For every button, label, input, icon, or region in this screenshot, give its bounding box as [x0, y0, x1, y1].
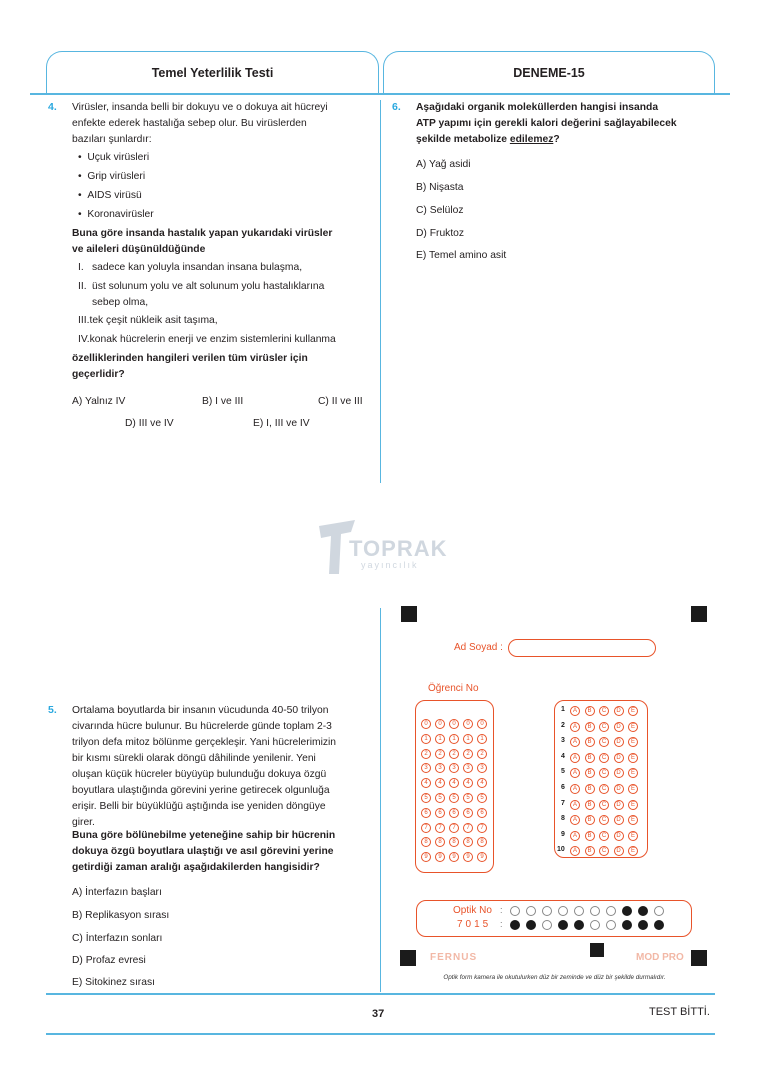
student-no-bubble[interactable]: 6 — [421, 808, 431, 818]
list-item: • AIDS virüsü — [78, 190, 142, 201]
list-item: • Koronavirüsler — [78, 209, 154, 220]
answer-bubble[interactable]: E — [628, 768, 638, 778]
answer-bubble[interactable]: B — [585, 768, 595, 778]
q5-option-b[interactable]: B) Replikasyon sırası — [72, 910, 170, 921]
answer-row-number: 5 — [561, 768, 565, 776]
column-divider-top — [380, 100, 381, 483]
optik-bubble[interactable] — [590, 906, 600, 916]
answer-bubble[interactable]: B — [585, 753, 595, 763]
student-no-bubble[interactable]: 0 — [449, 719, 459, 729]
center-marker — [590, 943, 604, 957]
q5-option-c[interactable]: C) İnterfazın sonları — [72, 933, 163, 944]
answer-bubble[interactable]: C — [599, 722, 609, 732]
student-no-bubble[interactable]: 4 — [463, 778, 473, 788]
student-no-bubble[interactable]: 5 — [435, 793, 445, 803]
student-no-bubble[interactable]: 7 — [421, 823, 431, 833]
answer-bubble[interactable]: A — [570, 846, 580, 856]
answer-row-number: 10 — [557, 846, 565, 854]
student-no-bubble[interactable]: 1 — [435, 734, 445, 744]
q4-option-c[interactable]: C) II ve III — [318, 396, 363, 407]
q6-option-a[interactable]: A) Yağ asidi — [416, 159, 471, 170]
answer-bubble[interactable]: E — [628, 846, 638, 856]
answer-bubble[interactable]: A — [570, 722, 580, 732]
answer-bubble[interactable]: D — [614, 846, 624, 856]
student-no-bubble[interactable]: 7 — [435, 823, 445, 833]
student-no-bubble[interactable]: 3 — [477, 763, 487, 773]
answer-bubble[interactable]: C — [599, 768, 609, 778]
optik-bubble[interactable] — [606, 906, 616, 916]
watermark-logo — [315, 518, 465, 578]
student-no-bubble[interactable]: 5 — [463, 793, 473, 803]
optik-no-label: Optik No — [453, 905, 492, 916]
q5-option-a[interactable]: A) İnterfazın başları — [72, 887, 162, 898]
answer-bubble[interactable]: A — [570, 706, 580, 716]
answer-bubble[interactable]: B — [585, 784, 595, 794]
question-4-intro: Virüsler, insanda belli bir dokuyu ve o dokuya ait hücreyi enfekte ederek hastalığa sebep olur. Bu virüslerden bazıları şunlardır: — [72, 102, 328, 145]
student-no-bubble[interactable]: 6 — [435, 808, 445, 818]
optik-bubble[interactable] — [542, 920, 552, 930]
student-no-bubble[interactable]: 6 — [449, 808, 459, 818]
optik-bubble[interactable] — [606, 920, 616, 930]
student-no-bubble[interactable]: 3 — [421, 763, 431, 773]
student-no-bubble[interactable]: 1 — [449, 734, 459, 744]
answer-bubble[interactable]: A — [570, 753, 580, 763]
question-4-question: özelliklerinden hangileri verilen tüm virüsler için geçerlidir? — [72, 353, 308, 380]
answer-bubble[interactable]: D — [614, 737, 624, 747]
optik-bubble[interactable] — [510, 920, 520, 930]
question-4-stem: Buna göre insanda hastalık yapan yukarıdaki virüsler ve aileleri düşünüldüğünde — [72, 228, 333, 255]
answer-bubble[interactable]: A — [570, 815, 580, 825]
corner-marker — [691, 950, 707, 966]
answer-bubble[interactable]: C — [599, 815, 609, 825]
student-no-bubble[interactable]: 5 — [477, 793, 487, 803]
corner-marker — [400, 950, 416, 966]
test-end-text: TEST BİTTİ. — [649, 1006, 710, 1018]
student-no-bubble[interactable]: 8 — [435, 837, 445, 847]
optik-bubble[interactable] — [622, 920, 632, 930]
answer-bubble[interactable]: E — [628, 831, 638, 841]
optik-bubble[interactable] — [574, 906, 584, 916]
optik-no-digits: 7015 — [457, 919, 492, 930]
statement-4: IV.konak hücrelerin enerji ve enzim sistemlerini kullanma — [78, 334, 336, 345]
answer-bubble[interactable]: B — [585, 831, 595, 841]
answer-bubble[interactable]: D — [614, 784, 624, 794]
student-no-bubble[interactable]: 4 — [421, 778, 431, 788]
statement-1: I. sadece kan yoluyla insandan insana bulaşma, — [78, 262, 303, 273]
optik-bubble[interactable] — [638, 906, 648, 916]
answer-bubble[interactable]: B — [585, 815, 595, 825]
emphasis-word: edilemez — [509, 134, 554, 145]
student-no-bubble[interactable]: 7 — [449, 823, 459, 833]
student-no-bubble[interactable]: 8 — [421, 837, 431, 847]
q6-option-c[interactable]: C) Selüloz — [416, 205, 464, 216]
question-5-number: 5. — [48, 704, 57, 716]
statement-2: II. üst solunum yolu ve alt solunum yolu hastalıklarına sebep olma, — [78, 281, 325, 308]
answer-bubble[interactable]: D — [614, 768, 624, 778]
optik-bubble[interactable] — [542, 906, 552, 916]
statement-3: III.tek çeşit nükleik asit taşıma, — [78, 315, 218, 326]
student-no-bubble[interactable]: 3 — [463, 763, 473, 773]
answer-bubble[interactable]: A — [570, 800, 580, 810]
answer-bubble[interactable]: C — [599, 706, 609, 716]
answer-bubble[interactable]: D — [614, 706, 624, 716]
student-no-bubble[interactable]: 9 — [449, 852, 459, 862]
answer-bubble[interactable]: A — [570, 831, 580, 841]
q5-option-d[interactable]: D) Profaz evresi — [72, 955, 146, 966]
answer-bubble[interactable]: E — [628, 800, 638, 810]
student-no-bubble[interactable]: 1 — [421, 734, 431, 744]
answer-row-number: 7 — [561, 799, 565, 807]
answer-bubble[interactable]: B — [585, 800, 595, 810]
answer-bubble[interactable]: D — [614, 800, 624, 810]
student-no-bubble[interactable]: 0 — [421, 719, 431, 729]
q4-option-e[interactable]: E) I, III ve IV — [253, 418, 310, 429]
answer-bubble[interactable]: A — [570, 737, 580, 747]
optik-bubble[interactable] — [558, 920, 568, 930]
optik-bubble[interactable] — [654, 906, 664, 916]
student-no-bubble[interactable]: 8 — [449, 837, 459, 847]
answer-row-number: 8 — [561, 815, 565, 823]
corner-marker — [691, 606, 707, 622]
student-no-bubble[interactable]: 2 — [435, 749, 445, 759]
name-label: Ad Soyad : — [454, 642, 503, 653]
optik-bubble[interactable] — [622, 906, 632, 916]
answer-bubble[interactable]: A — [570, 768, 580, 778]
optik-bubble[interactable] — [590, 920, 600, 930]
exam-title: DENEME-15 — [513, 66, 585, 80]
student-no-bubble[interactable]: 8 — [477, 837, 487, 847]
student-no-bubble[interactable]: 8 — [463, 837, 473, 847]
answer-bubble[interactable]: E — [628, 722, 638, 732]
list-item: • Uçuk virüsleri — [78, 152, 150, 163]
student-no-bubble[interactable]: 7 — [477, 823, 487, 833]
answer-bubble[interactable]: C — [599, 800, 609, 810]
q6-option-b[interactable]: B) Nişasta — [416, 182, 464, 193]
answer-bubble[interactable]: E — [628, 815, 638, 825]
header-baseline — [30, 93, 730, 95]
footer-bottom-line — [46, 1033, 715, 1035]
list-item: • Grip virüsleri — [78, 171, 146, 182]
answer-bubble[interactable]: B — [585, 706, 595, 716]
optik-colon-1: : — [500, 905, 503, 915]
student-no-bubble[interactable]: 2 — [421, 749, 431, 759]
optik-bubble[interactable] — [526, 906, 536, 916]
student-no-bubble[interactable]: 4 — [435, 778, 445, 788]
student-no-bubble[interactable]: 6 — [463, 808, 473, 818]
answer-row-number: 2 — [561, 721, 565, 729]
q6-option-d[interactable]: D) Fruktoz — [416, 228, 465, 239]
answer-bubble[interactable]: E — [628, 737, 638, 747]
student-no-bubble[interactable]: 3 — [449, 763, 459, 773]
q4-option-b[interactable]: B) I ve III — [202, 396, 244, 407]
student-no-bubble[interactable]: 3 — [435, 763, 445, 773]
corner-marker — [401, 606, 417, 622]
answer-bubble[interactable]: E — [628, 753, 638, 763]
student-no-bubble[interactable]: 2 — [449, 749, 459, 759]
student-no-bubble[interactable]: 4 — [449, 778, 459, 788]
student-no-bubble[interactable]: 2 — [463, 749, 473, 759]
question-5-intro: Ortalama boyutlarda bir insanın vücudunda 40-50 trilyon civarında hücre bulunur. Bu hücrelerde günde toplam 2-3 trilyon defa mitoz bölünme gerçekleşir. Yani hücrelerimizin bir kısmı sürekli olarak döngü dâhilinde yenilenir. Yeni oluşan küçük hücreler büyüyüp bulunduğu dokuya özgü boyutlara ulaştığında görevini yerine getirecek olgunluğa erişir. Belli bir büyüklüğü aştığında ise yeniden döngüye girer. — [72, 705, 337, 828]
student-no-bubble[interactable]: 5 — [449, 793, 459, 803]
column-divider-bottom — [380, 608, 381, 992]
answer-bubble[interactable]: E — [628, 784, 638, 794]
test-title: Temel Yeterlilik Testi — [151, 66, 274, 80]
watermark-sub: yayıncılık — [361, 560, 419, 570]
answer-bubble[interactable]: C — [599, 784, 609, 794]
q6-option-e[interactable]: E) Temel amino asit — [416, 250, 507, 261]
student-no-bubble[interactable]: 4 — [477, 778, 487, 788]
question-6-number: 6. — [392, 101, 401, 113]
answer-bubble[interactable]: D — [614, 722, 624, 732]
answer-bubble[interactable]: D — [614, 831, 624, 841]
student-no-bubble[interactable]: 6 — [477, 808, 487, 818]
student-no-bubble[interactable]: 5 — [421, 793, 431, 803]
student-no-bubble[interactable]: 1 — [477, 734, 487, 744]
answer-bubble[interactable]: C — [599, 831, 609, 841]
q4-option-a[interactable]: A) Yalnız IV — [72, 396, 126, 407]
optik-bubble[interactable] — [526, 920, 536, 930]
q4-option-d[interactable]: D) III ve IV — [125, 418, 174, 429]
footer-top-line — [46, 993, 715, 995]
answer-bubble[interactable]: C — [599, 737, 609, 747]
name-field[interactable] — [508, 639, 656, 657]
answer-row-number: 6 — [561, 784, 565, 791]
student-no-bubble[interactable]: 1 — [463, 734, 473, 744]
student-no-bubble[interactable]: 0 — [477, 719, 487, 729]
student-no-bubble[interactable]: 0 — [435, 719, 445, 729]
answer-bubble[interactable]: B — [585, 737, 595, 747]
modpro-logo: MOD PRO — [636, 952, 684, 963]
answer-row-number: 1 — [561, 706, 565, 713]
watermark-brand: TOPRAK — [349, 536, 448, 561]
question-6-question: Aşağıdaki organik moleküllerden hangisi insanda ATP yapımı için gerekli kalori değerini sağlayabilecek şekilde metabolize edilemez? — [416, 102, 677, 145]
answer-bubble[interactable]: D — [614, 753, 624, 763]
virus-list — [78, 150, 154, 223]
student-no-bubble[interactable]: 9 — [421, 852, 431, 862]
question-4-number: 4. — [48, 101, 57, 113]
optik-colon-2: : — [500, 919, 503, 929]
answer-bubble[interactable]: A — [570, 784, 580, 794]
answer-bubble[interactable]: D — [614, 815, 624, 825]
answer-bubble[interactable]: B — [585, 722, 595, 732]
page-number: 37 — [372, 1008, 385, 1020]
answer-bubble[interactable]: C — [599, 753, 609, 763]
optik-bubble[interactable] — [510, 906, 520, 916]
fernus-logo: FERNUS — [430, 952, 478, 963]
q5-option-e[interactable]: E) Sitokinez sırası — [72, 977, 155, 988]
answer-bubble[interactable]: E — [628, 706, 638, 716]
optik-bubble[interactable] — [638, 920, 648, 930]
optic-note: Optik form kamera ile okutulurken düz bir zeminde ve düz bir şekilde durmalıdır. — [443, 974, 666, 981]
answer-row-number: 9 — [561, 830, 565, 838]
answer-bubble[interactable]: B — [585, 846, 595, 856]
optik-bubble[interactable] — [574, 920, 584, 930]
student-no-bubble[interactable]: 9 — [477, 852, 487, 862]
optik-bubble[interactable] — [654, 920, 664, 930]
optik-bubble[interactable] — [558, 906, 568, 916]
student-no-bubble[interactable]: 0 — [463, 719, 473, 729]
answer-row-number: 4 — [561, 752, 565, 760]
student-no-bubble[interactable]: 9 — [463, 852, 473, 862]
student-no-label: Öğrenci No — [428, 683, 479, 694]
answer-row-number: 3 — [561, 737, 565, 745]
student-no-bubble[interactable]: 2 — [477, 749, 487, 759]
answer-bubble[interactable]: C — [599, 846, 609, 856]
student-no-bubble[interactable]: 7 — [463, 823, 473, 833]
student-no-bubble[interactable]: 9 — [435, 852, 445, 862]
question-5-question: Buna göre bölünebilme yeteneğine sahip bir hücrenin dokuya özgü boyutlara ulaştığı ve asıl görevini yerine getirdiği zaman aralığı aşağıdakilerden hangisidir? — [72, 830, 336, 873]
